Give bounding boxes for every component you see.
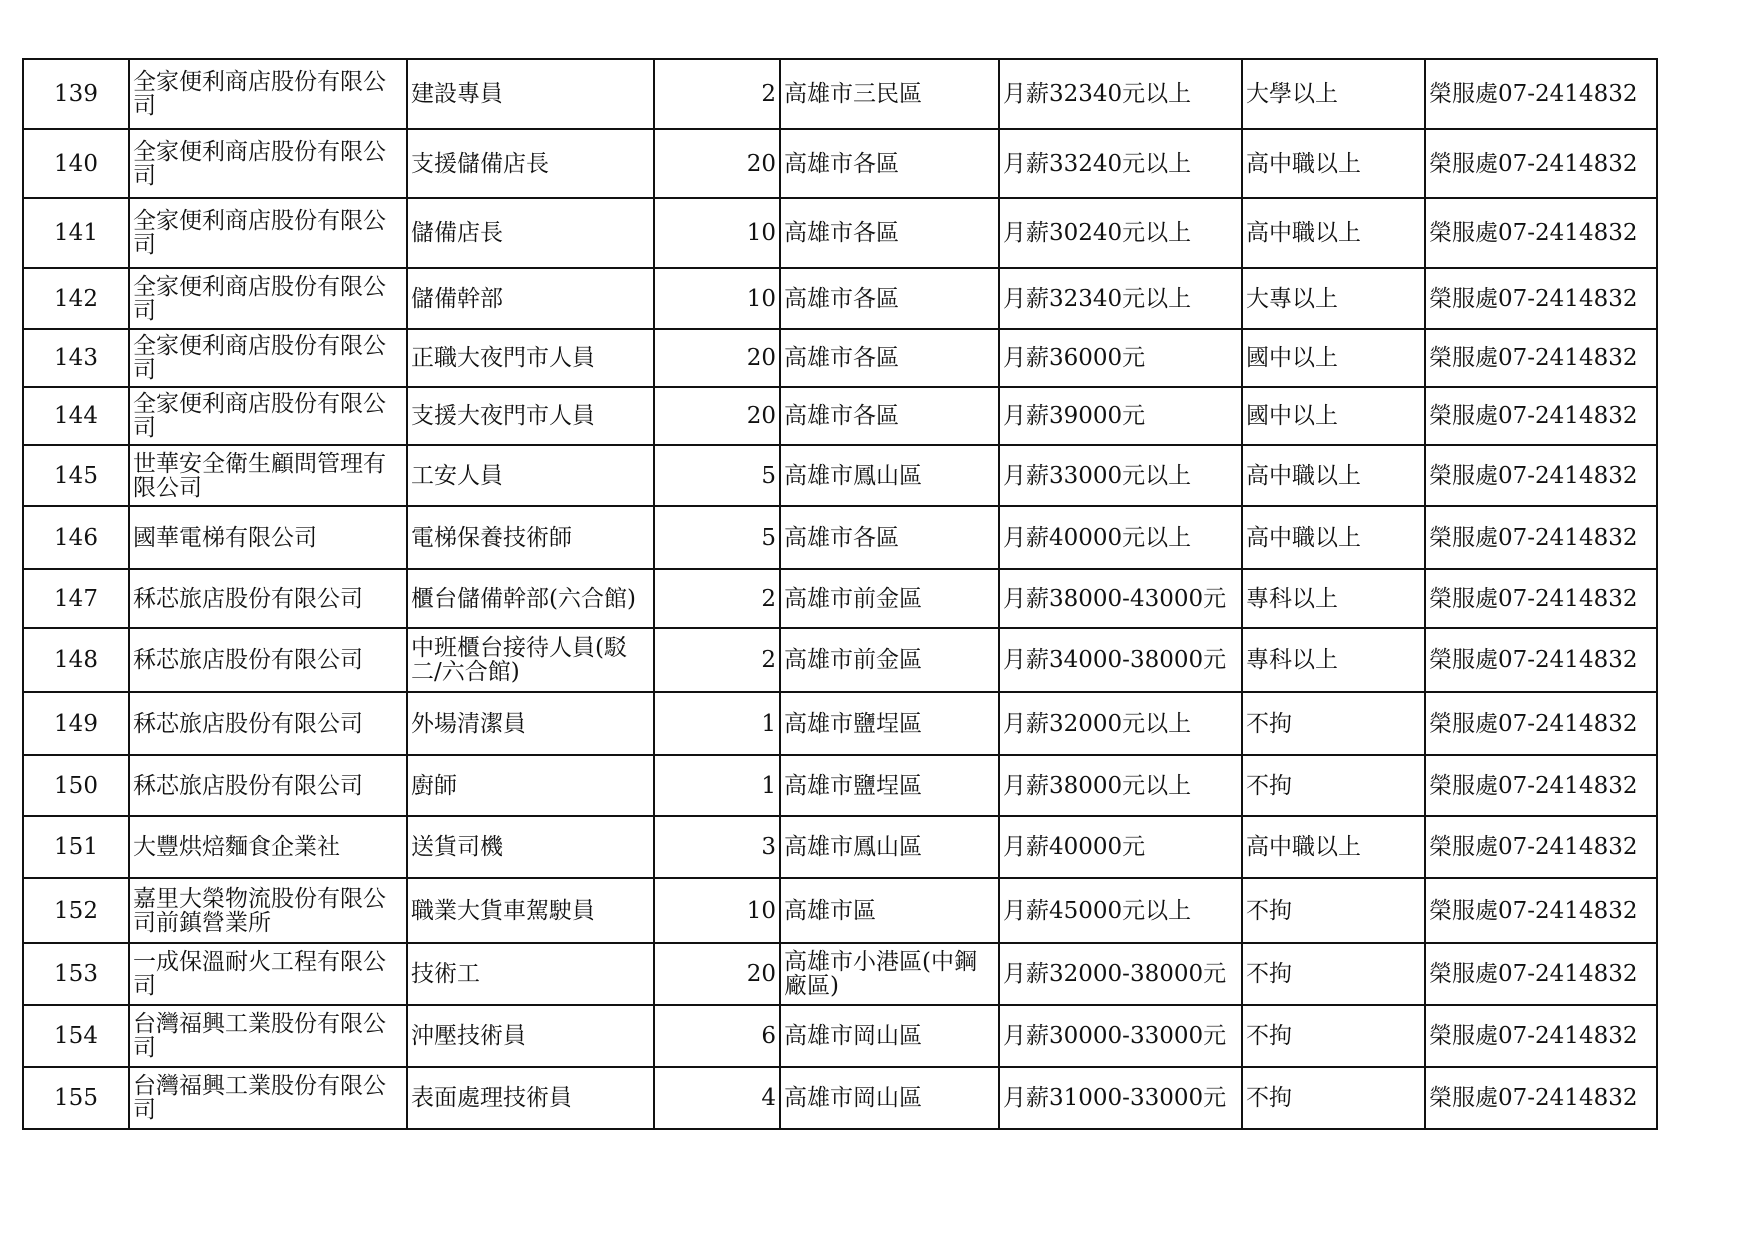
work-location: 高雄市各區 [780, 129, 999, 198]
job-listing-table [22, 58, 1658, 1130]
openings-count: 10 [654, 268, 780, 329]
openings-count: 2 [654, 569, 780, 628]
salary: 月薪34000-38000元 [999, 628, 1242, 692]
salary: 月薪40000元 [999, 816, 1242, 878]
job-title: 支援大夜門市人員 [407, 387, 654, 445]
company-name: 台灣福興工業股份有限公司 [129, 1005, 407, 1067]
education-requirement: 大學以上 [1242, 59, 1425, 129]
row-number: 150 [23, 755, 129, 816]
job-title: 中班櫃台接待人員(駁二/六合館) [407, 628, 654, 692]
contact-info: 榮服處07-2414832 [1425, 692, 1657, 755]
company-name: 全家便利商店股份有限公司 [129, 329, 407, 387]
work-location: 高雄市前金區 [780, 569, 999, 628]
table-row [23, 569, 1657, 628]
work-location: 高雄市各區 [780, 387, 999, 445]
company-name: 全家便利商店股份有限公司 [129, 129, 407, 198]
education-requirement: 大專以上 [1242, 268, 1425, 329]
education-requirement: 專科以上 [1242, 628, 1425, 692]
education-requirement: 不拘 [1242, 1067, 1425, 1129]
work-location: 高雄市各區 [780, 329, 999, 387]
salary: 月薪38000-43000元 [999, 569, 1242, 628]
job-title: 職業大貨車駕駛員 [407, 878, 654, 943]
contact-info: 榮服處07-2414832 [1425, 878, 1657, 943]
education-requirement: 不拘 [1242, 878, 1425, 943]
job-title: 廚師 [407, 755, 654, 816]
salary: 月薪33000元以上 [999, 445, 1242, 506]
contact-info: 榮服處07-2414832 [1425, 628, 1657, 692]
education-requirement: 不拘 [1242, 943, 1425, 1005]
salary: 月薪45000元以上 [999, 878, 1242, 943]
row-number: 149 [23, 692, 129, 755]
salary: 月薪32000元以上 [999, 692, 1242, 755]
education-requirement: 國中以上 [1242, 329, 1425, 387]
row-number: 144 [23, 387, 129, 445]
contact-info: 榮服處07-2414832 [1425, 943, 1657, 1005]
openings-count: 20 [654, 329, 780, 387]
salary: 月薪39000元 [999, 387, 1242, 445]
openings-count: 5 [654, 445, 780, 506]
table-row [23, 445, 1657, 506]
table-row [23, 506, 1657, 569]
table-row [23, 59, 1657, 129]
company-name: 國華電梯有限公司 [129, 506, 407, 569]
company-name: 秝芯旅店股份有限公司 [129, 692, 407, 755]
row-number: 146 [23, 506, 129, 569]
salary: 月薪30000-33000元 [999, 1005, 1242, 1067]
work-location: 高雄市各區 [780, 268, 999, 329]
contact-info: 榮服處07-2414832 [1425, 329, 1657, 387]
job-title: 技術工 [407, 943, 654, 1005]
job-title: 櫃台儲備幹部(六合館) [407, 569, 654, 628]
contact-info: 榮服處07-2414832 [1425, 816, 1657, 878]
salary: 月薪30240元以上 [999, 198, 1242, 268]
openings-count: 20 [654, 129, 780, 198]
job-title: 沖壓技術員 [407, 1005, 654, 1067]
contact-info: 榮服處07-2414832 [1425, 198, 1657, 268]
company-name: 全家便利商店股份有限公司 [129, 268, 407, 329]
job-title: 儲備店長 [407, 198, 654, 268]
table-row [23, 268, 1657, 329]
salary: 月薪36000元 [999, 329, 1242, 387]
openings-count: 2 [654, 628, 780, 692]
company-name: 全家便利商店股份有限公司 [129, 59, 407, 129]
salary: 月薪31000-33000元 [999, 1067, 1242, 1129]
openings-count: 10 [654, 198, 780, 268]
company-name: 大豐烘焙麵食企業社 [129, 816, 407, 878]
table-row [23, 387, 1657, 445]
job-title: 送貨司機 [407, 816, 654, 878]
row-number: 153 [23, 943, 129, 1005]
company-name: 全家便利商店股份有限公司 [129, 198, 407, 268]
company-name: 秝芯旅店股份有限公司 [129, 755, 407, 816]
company-name: 全家便利商店股份有限公司 [129, 387, 407, 445]
education-requirement: 高中職以上 [1242, 129, 1425, 198]
row-number: 139 [23, 59, 129, 129]
contact-info: 榮服處07-2414832 [1425, 1067, 1657, 1129]
work-location: 高雄市區 [780, 878, 999, 943]
work-location: 高雄市小港區(中鋼廠區) [780, 943, 999, 1005]
row-number: 140 [23, 129, 129, 198]
job-title: 正職大夜門市人員 [407, 329, 654, 387]
job-title: 外場清潔員 [407, 692, 654, 755]
openings-count: 1 [654, 755, 780, 816]
openings-count: 20 [654, 943, 780, 1005]
table-row [23, 816, 1657, 878]
row-number: 145 [23, 445, 129, 506]
education-requirement: 不拘 [1242, 1005, 1425, 1067]
contact-info: 榮服處07-2414832 [1425, 755, 1657, 816]
work-location: 高雄市鳳山區 [780, 816, 999, 878]
contact-info: 榮服處07-2414832 [1425, 129, 1657, 198]
job-title: 工安人員 [407, 445, 654, 506]
education-requirement: 不拘 [1242, 755, 1425, 816]
company-name: 秝芯旅店股份有限公司 [129, 569, 407, 628]
openings-count: 2 [654, 59, 780, 129]
table-row [23, 198, 1657, 268]
education-requirement: 高中職以上 [1242, 506, 1425, 569]
work-location: 高雄市三民區 [780, 59, 999, 129]
education-requirement: 國中以上 [1242, 387, 1425, 445]
openings-count: 3 [654, 816, 780, 878]
row-number: 142 [23, 268, 129, 329]
company-name: 世華安全衛生顧問管理有限公司 [129, 445, 407, 506]
job-listing-body [23, 59, 1657, 1129]
row-number: 148 [23, 628, 129, 692]
contact-info: 榮服處07-2414832 [1425, 445, 1657, 506]
job-title: 支援儲備店長 [407, 129, 654, 198]
work-location: 高雄市鹽埕區 [780, 692, 999, 755]
table-row [23, 943, 1657, 1005]
openings-count: 20 [654, 387, 780, 445]
row-number: 143 [23, 329, 129, 387]
salary: 月薪32000-38000元 [999, 943, 1242, 1005]
company-name: 嘉里大榮物流股份有限公司前鎮營業所 [129, 878, 407, 943]
education-requirement: 高中職以上 [1242, 445, 1425, 506]
job-title: 電梯保養技術師 [407, 506, 654, 569]
table-row [23, 878, 1657, 943]
work-location: 高雄市各區 [780, 198, 999, 268]
openings-count: 5 [654, 506, 780, 569]
table-row [23, 129, 1657, 198]
company-name: 秝芯旅店股份有限公司 [129, 628, 407, 692]
salary: 月薪32340元以上 [999, 268, 1242, 329]
openings-count: 4 [654, 1067, 780, 1129]
row-number: 141 [23, 198, 129, 268]
work-location: 高雄市岡山區 [780, 1005, 999, 1067]
education-requirement: 專科以上 [1242, 569, 1425, 628]
education-requirement: 不拘 [1242, 692, 1425, 755]
company-name: 一成保溫耐火工程有限公司 [129, 943, 407, 1005]
salary: 月薪32340元以上 [999, 59, 1242, 129]
table-row [23, 755, 1657, 816]
contact-info: 榮服處07-2414832 [1425, 506, 1657, 569]
education-requirement: 高中職以上 [1242, 198, 1425, 268]
openings-count: 1 [654, 692, 780, 755]
work-location: 高雄市前金區 [780, 628, 999, 692]
work-location: 高雄市各區 [780, 506, 999, 569]
table-row [23, 1005, 1657, 1067]
salary: 月薪40000元以上 [999, 506, 1242, 569]
table-row [23, 1067, 1657, 1129]
work-location: 高雄市鹽埕區 [780, 755, 999, 816]
row-number: 155 [23, 1067, 129, 1129]
contact-info: 榮服處07-2414832 [1425, 569, 1657, 628]
education-requirement: 高中職以上 [1242, 816, 1425, 878]
job-title: 建設專員 [407, 59, 654, 129]
row-number: 152 [23, 878, 129, 943]
row-number: 154 [23, 1005, 129, 1067]
job-title: 表面處理技術員 [407, 1067, 654, 1129]
table-row [23, 329, 1657, 387]
work-location: 高雄市岡山區 [780, 1067, 999, 1129]
contact-info: 榮服處07-2414832 [1425, 1005, 1657, 1067]
company-name: 台灣福興工業股份有限公司 [129, 1067, 407, 1129]
contact-info: 榮服處07-2414832 [1425, 387, 1657, 445]
row-number: 151 [23, 816, 129, 878]
table-row [23, 628, 1657, 692]
contact-info: 榮服處07-2414832 [1425, 59, 1657, 129]
openings-count: 6 [654, 1005, 780, 1067]
work-location: 高雄市鳳山區 [780, 445, 999, 506]
job-title: 儲備幹部 [407, 268, 654, 329]
contact-info: 榮服處07-2414832 [1425, 268, 1657, 329]
row-number: 147 [23, 569, 129, 628]
table-row [23, 692, 1657, 755]
salary: 月薪38000元以上 [999, 755, 1242, 816]
salary: 月薪33240元以上 [999, 129, 1242, 198]
openings-count: 10 [654, 878, 780, 943]
